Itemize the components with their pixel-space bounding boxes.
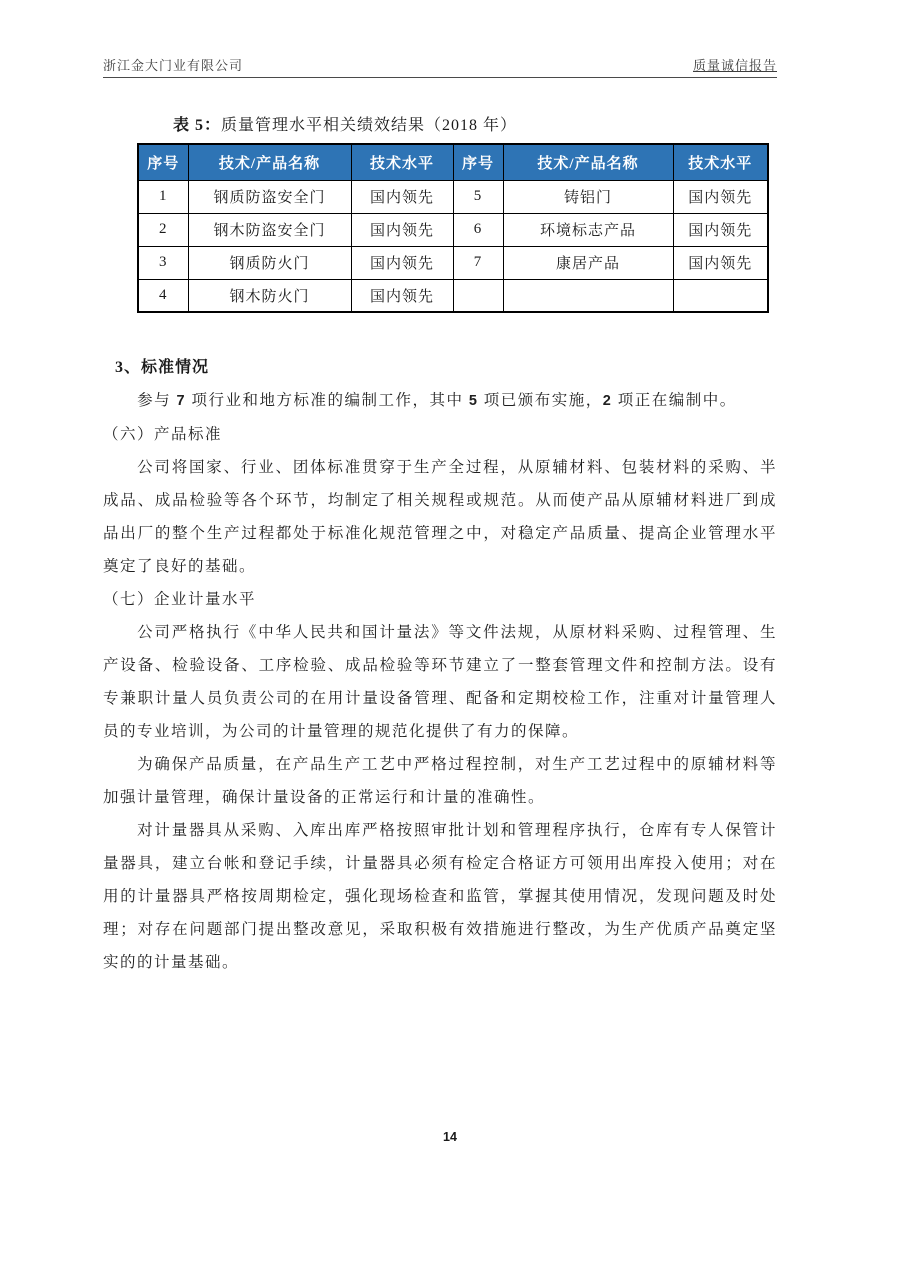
table-caption: [173, 112, 777, 135]
table-cell: 5: [453, 180, 503, 213]
column-header: 序号: [138, 144, 188, 180]
table-row: [138, 279, 768, 312]
table-cell: 康居产品: [503, 246, 673, 279]
number-5: 5: [468, 393, 479, 409]
table-cell: 国内领先: [351, 246, 453, 279]
paragraph-standards-intro: [103, 384, 777, 418]
table-cell: 钢木防盗安全门: [188, 213, 351, 246]
table-cell: 钢质防火门: [188, 246, 351, 279]
table-caption-prefix: 表 5：: [173, 117, 222, 134]
table-cell: 2: [138, 213, 188, 246]
table-cell: [673, 279, 768, 312]
text-segment: 项行业和地方标准的编制工作，其中: [186, 392, 469, 409]
section-heading-standards: 3、标准情况: [115, 359, 210, 376]
table-row: [138, 213, 768, 246]
table-cell: 钢质防盗安全门: [188, 180, 351, 213]
header-company-name: 浙江金大门业有限公司: [103, 58, 244, 73]
page-number: 14: [443, 1130, 457, 1144]
text-segment: 项正在编制中。: [612, 392, 737, 409]
table-caption-text: 质量管理水平相关绩效结果（2018 年）: [221, 117, 518, 134]
column-header: 技术水平: [351, 144, 453, 180]
table-row: [138, 180, 768, 213]
sub-heading-product-standards: （六）产品标准: [103, 426, 223, 443]
table-cell: 国内领先: [673, 246, 768, 279]
sub-heading-metrology-level: （七）企业计量水平: [103, 591, 257, 608]
table-cell: 6: [453, 213, 503, 246]
column-header: 技术/产品名称: [188, 144, 351, 180]
number-7: 7: [176, 393, 187, 409]
paragraph-metrology-system: 公司严格执行《中华人民共和国计量法》等文件法规，从原材料采购、过程管理、生产设备、检验设备、工序检验、成品检验等环节建立了一整套管理文件和控制方法。设有专兼职计量人员负责公司的在用计量设备管理、配备和定期校检工作，注重对计量管理人员的专业培训，为公司的计量管理的规范化提供了有力的保障。: [103, 624, 777, 740]
paragraph-product-standards: 公司将国家、行业、团体标准贯穿于生产全过程，从原辅材料、包装材料的采购、半成品、成品检验等各个环节，均制定了相关规程或规范。从而使产品从原辅材料进厂到成品出厂的整个生产过程都处于标准化规范管理之中，对稳定产品质量、提高企业管理水平奠定了良好的基础。: [103, 459, 777, 575]
table-cell: 环境标志产品: [503, 213, 673, 246]
column-header: 技术/产品名称: [503, 144, 673, 180]
paragraph-process-control: 为确保产品质量，在产品生产工艺中严格过程控制，对生产工艺过程中的原辅材料等加强计量管理，确保计量设备的正常运行和计量的准确性。: [103, 756, 777, 806]
table-cell: 钢木防火门: [188, 279, 351, 312]
table-cell: 国内领先: [351, 213, 453, 246]
text-segment: 项已颁布实施，: [478, 392, 603, 409]
table-cell: [503, 279, 673, 312]
table-cell: 国内领先: [673, 213, 768, 246]
column-header: 序号: [453, 144, 503, 180]
table-cell: 国内领先: [351, 180, 453, 213]
page-content: [103, 55, 777, 979]
table-cell: 铸铝门: [503, 180, 673, 213]
table-cell: 国内领先: [351, 279, 453, 312]
header-report-title: 质量诚信报告: [692, 58, 777, 73]
table-row: [138, 246, 768, 279]
running-header: [103, 55, 777, 78]
table-cell: [453, 279, 503, 312]
table-cell: 4: [138, 279, 188, 312]
table-header-row: [138, 144, 768, 180]
table-cell: 国内领先: [673, 180, 768, 213]
table-cell: 3: [138, 246, 188, 279]
text-segment: 参与: [137, 392, 177, 409]
table-cell: 7: [453, 246, 503, 279]
paragraph-measuring-instruments: 对计量器具从采购、入库出库严格按照审批计划和管理程序执行，仓库有专人保管计量器具，建立台帐和登记手续，计量器具必须有检定合格证方可领用出库投入使用；对在用的计量器具严格按周期检定，强化现场检查和监管，掌握其使用情况，发现问题及时处理；对存在问题部门提出整改意见，采取积极有效措施进行整改，为生产优质产品奠定坚实的的计量基础。: [103, 822, 777, 971]
table-cell: 1: [138, 180, 188, 213]
number-2: 2: [602, 393, 613, 409]
performance-results-table: [137, 143, 769, 313]
column-header: 技术水平: [673, 144, 768, 180]
